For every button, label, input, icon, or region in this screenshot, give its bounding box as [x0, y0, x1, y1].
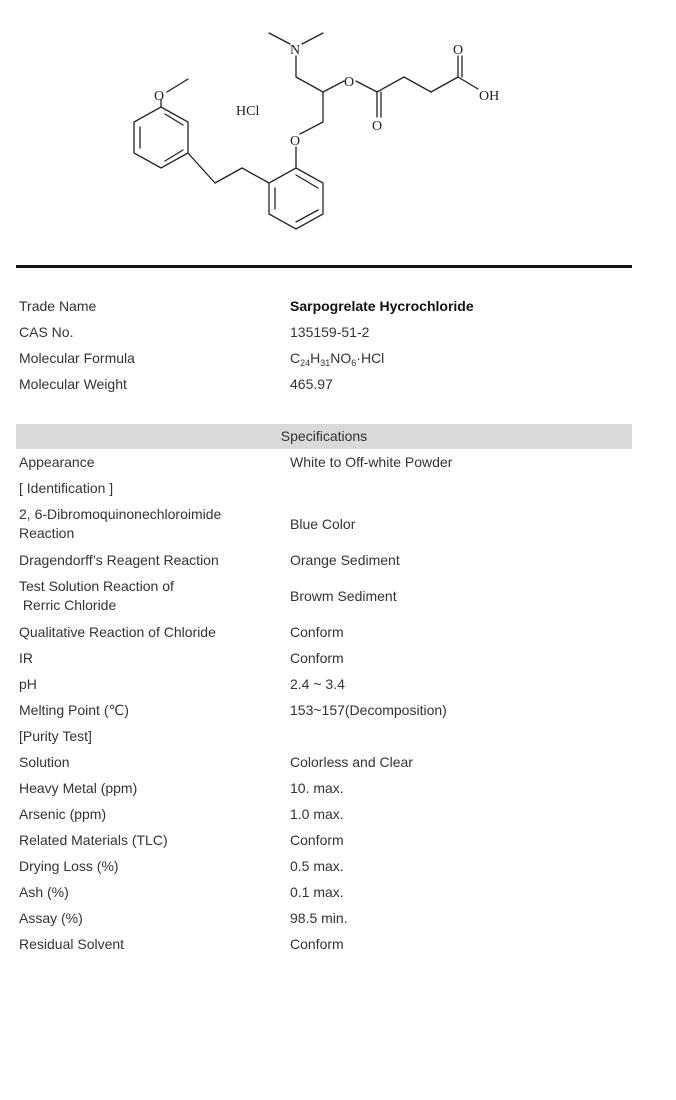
spec-value: Orange Sediment — [290, 552, 400, 568]
spec-label: Dragendorff’s Reagent Reaction — [19, 552, 219, 568]
spec-value: 0.5 max. — [290, 858, 344, 874]
spec-value: 10. max. — [290, 780, 344, 796]
specifications-title: Specifications — [280, 428, 368, 444]
spec-label: Solution — [19, 754, 70, 770]
spec-label: Heavy Metal (ppm) — [19, 780, 138, 796]
spec-value: Blue Color — [290, 516, 356, 532]
spec-label: Melting Point (℃) — [19, 702, 129, 718]
weight-label: Molecular Weight — [19, 376, 127, 392]
spec-label: Appearance — [19, 454, 95, 470]
spec-value: Browm Sediment — [290, 588, 397, 604]
atom-o-methoxy: O — [154, 89, 165, 104]
structure-drawing — [0, 0, 676, 260]
atom-o-carbonyl-acid: O — [453, 43, 464, 58]
spec-value: Conform — [290, 832, 344, 848]
cas-value: 135159-51-2 — [290, 324, 370, 340]
section-divider — [16, 265, 632, 268]
trade-name-label: Trade Name — [19, 298, 97, 314]
spec-label-line2: Rerric Chloride — [19, 597, 117, 613]
spec-value: Conform — [290, 650, 344, 666]
spec-label-line2: Reaction — [19, 525, 75, 541]
chemical-structure — [0, 0, 676, 260]
spec-label: Ash (%) — [19, 884, 69, 900]
atom-o-ether: O — [290, 134, 301, 149]
spec-label: Residual Solvent — [19, 936, 125, 952]
spec-label: Assay (%) — [19, 910, 83, 926]
spec-value: Conform — [290, 624, 344, 640]
atom-o-ester: O — [344, 75, 355, 90]
spec-label: [Purity Test] — [19, 728, 92, 744]
spec-value: Conform — [290, 936, 344, 952]
atom-n: N — [290, 43, 301, 58]
trade-name-value: Sarpogrelate Hycrochloride — [290, 298, 474, 314]
spec-value: 98.5 min. — [290, 910, 348, 926]
formula-label: Molecular Formula — [19, 350, 135, 366]
spec-label: Drying Loss (%) — [19, 858, 119, 874]
weight-value: 465.97 — [290, 376, 333, 392]
spec-label: Related Materials (TLC) — [19, 832, 168, 848]
spec-value: 2.4 ~ 3.4 — [290, 676, 345, 692]
spec-value: Colorless and Clear — [290, 754, 413, 770]
formula-value: $C_{24}H_{31}NO_6\cdot HCl$ — [290, 350, 385, 368]
spec-value: 1.0 max. — [290, 806, 344, 822]
spec-label: Qualitative Reaction of Chloride — [19, 624, 216, 640]
spec-label: Arsenic (ppm) — [19, 806, 107, 822]
spec-label: IR — [19, 650, 33, 666]
cas-label: CAS No. — [19, 324, 74, 340]
spec-value: White to Off-white Powder — [290, 454, 453, 470]
specifications-header — [16, 424, 632, 449]
spec-label: pH — [19, 676, 37, 692]
atom-oh: OH — [479, 89, 500, 104]
spec-label: Test Solution Reaction of — [19, 578, 174, 594]
hcl-label: HCl — [236, 104, 260, 119]
spec-label: [ Identification ] — [19, 480, 114, 496]
spec-label: 2, 6-Dibromoquinonechloroimide — [19, 506, 222, 522]
atom-o-carbonyl-ester: O — [372, 119, 383, 134]
spec-value: 0.1 max. — [290, 884, 344, 900]
spec-value: 153~157(Decomposition) — [290, 702, 447, 718]
